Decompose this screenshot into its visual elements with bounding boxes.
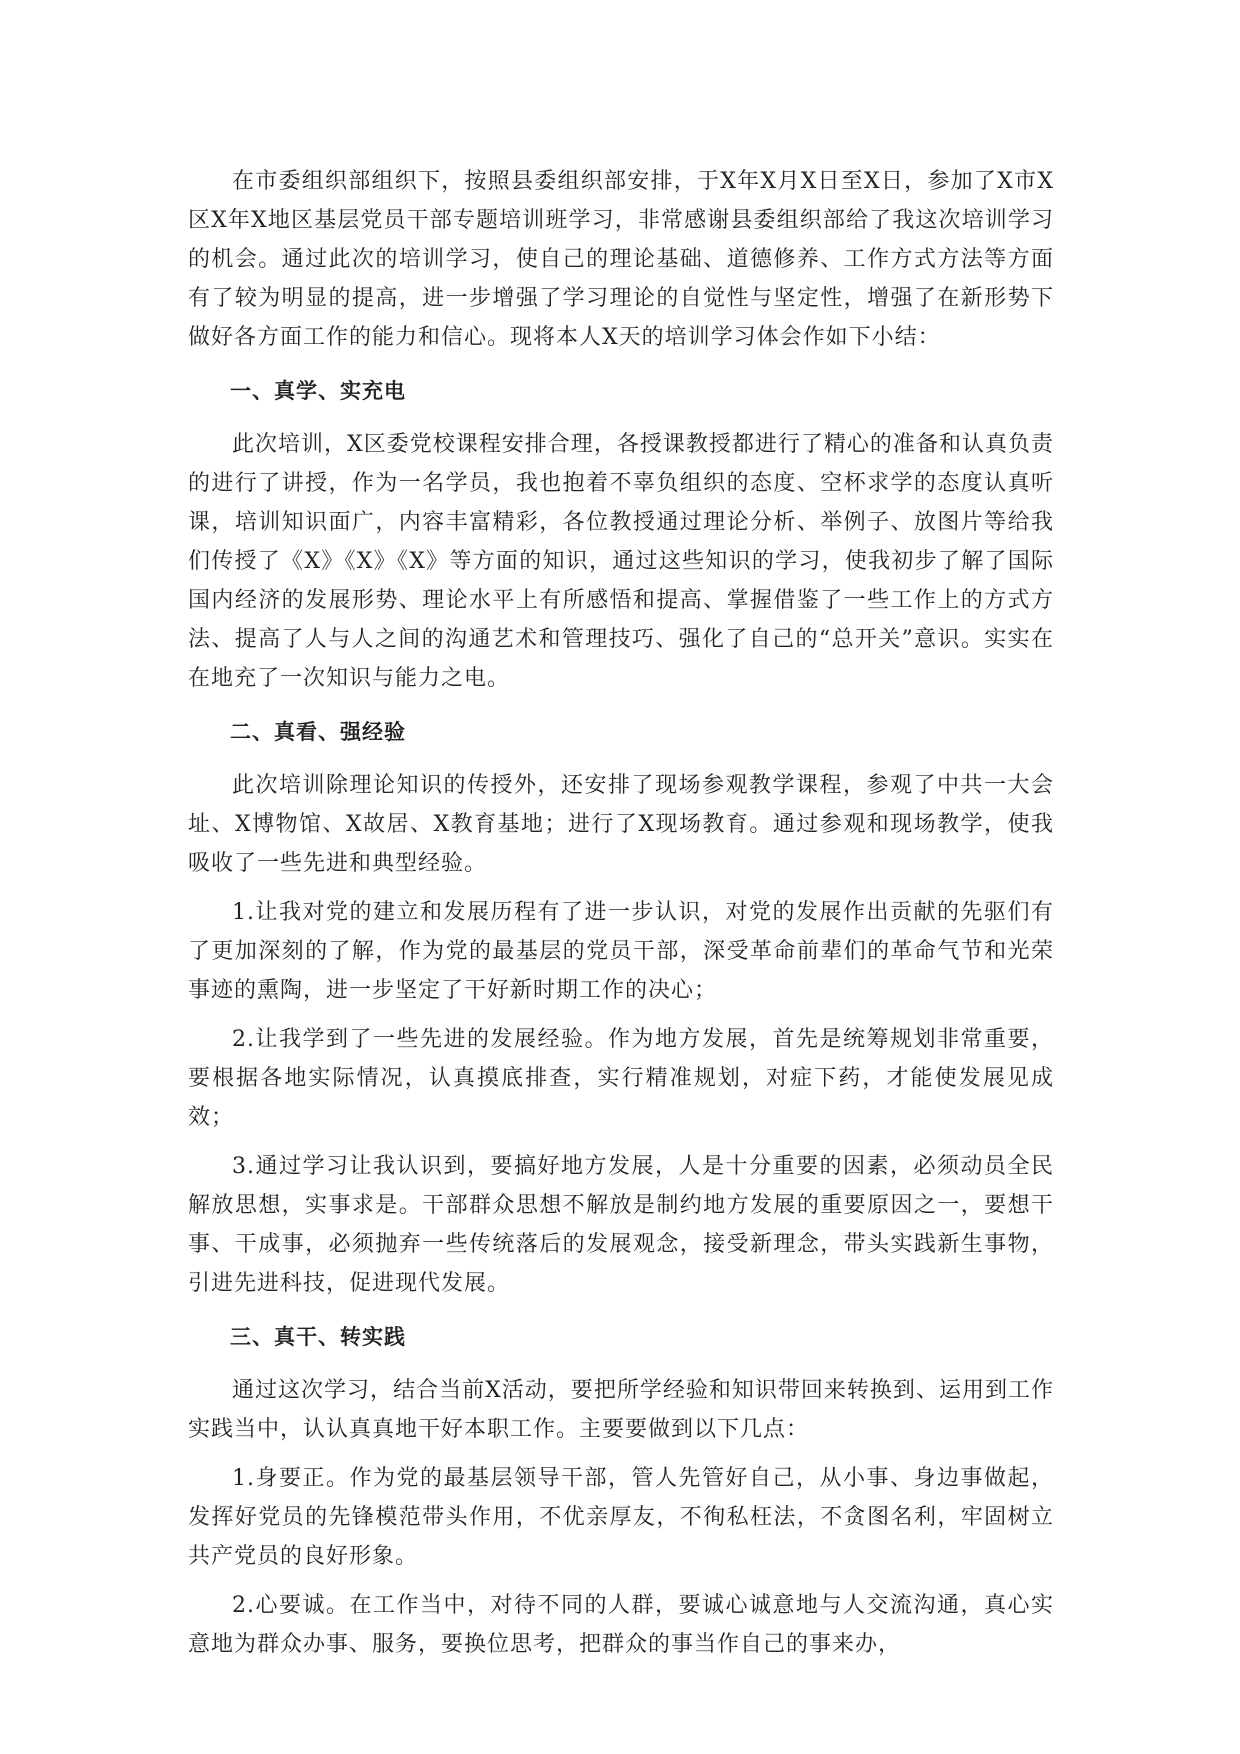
section-2-paragraph: 此次培训除理论知识的传授外，还安排了现场参观教学课程，参观了中共一大会址、X博物馆、X故居、X教育基地；进行了X现场教育。通过参观和现场教学，使我吸收了一些先进和典型经验。	[188, 773, 1054, 876]
section-3-item-2: 2.心要诚。在工作当中，对待不同的人群，要诚心诚意地与人交流沟通，真心实意地为群众办事、服务，要换位思考，把群众的事当作自己的事来办，	[188, 1593, 1054, 1657]
section-3-heading: 三、真干、转实践	[230, 1325, 406, 1349]
document-page	[188, 162, 1054, 1674]
section-2-item-3: 3.通过学习让我认识到，要搞好地方发展，人是十分重要的因素，必须动员全民解放思想，实事求是。干部群众思想不解放是制约地方发展的重要原因之一，要想干事、干成事，必须抛弃一些传统落后的发展观念，接受新理念，带头实践新生事物，引进先进科技，促进现代发展。	[188, 1154, 1054, 1296]
section-3-item-1: 1.身要正。作为党的最基层领导干部，管人先管好自己，从小事、身边事做起，发挥好党员的先锋模范带头作用，不优亲厚友，不徇私枉法，不贪图名利，牢固树立共产党员的良好形象。	[188, 1466, 1054, 1569]
section-2-item-1: 1.让我对党的建立和发展历程有了进一步认识，对党的发展作出贡献的先驱们有了更加深刻的了解，作为党的最基层的党员干部，深受革命前辈们的革命气节和光荣事迹的熏陶，进一步坚定了干好新时期工作的决心；	[188, 900, 1054, 1003]
section-1-paragraph: 此次培训，X区委党校课程安排合理，各授课教授都进行了精心的准备和认真负责的进行了讲授，作为一名学员，我也抱着不辜负组织的态度、空杯求学的态度认真听课，培训知识面广，内容丰富精彩，各位教授通过理论分析、举例子、放图片等给我们传授了《X》《X》《X》等方面的知识，通过这些知识的学习，使我初步了解了国际国内经济的发展形势、理论水平上有所感悟和提高、掌握借鉴了一些工作上的方式方法、提高了人与人之间的沟通艺术和管理技巧、强化了自己的“总开关”意识。实实在在地充了一次知识与能力之电。	[188, 432, 1054, 691]
section-2-heading: 二、真看、强经验	[230, 720, 406, 744]
section-1-heading: 一、真学、实充电	[230, 379, 406, 403]
section-2-item-2: 2.让我学到了一些先进的发展经验。作为地方发展，首先是统筹规划非常重要，要根据各地实际情况，认真摸底排查，实行精准规划，对症下药，才能使发展见成效；	[188, 1027, 1054, 1130]
intro-paragraph: 在市委组织部组织下，按照县委组织部安排，于X年X月X日至X日，参加了X市X区X年X地区基层党员干部专题培训班学习，非常感谢县委组织部给了我这次培训学习的机会。通过此次的培训学习，使自己的理论基础、道德修养、工作方式方法等方面有了较为明显的提高，进一步增强了学习理论的自觉性与坚定性，增强了在新形势下做好各方面工作的能力和信心。现将本人X天的培训学习体会作如下小结：	[188, 169, 1054, 350]
section-3-paragraph: 通过这次学习，结合当前X活动，要把所学经验和知识带回来转换到、运用到工作实践当中，认认真真地干好本职工作。主要要做到以下几点：	[188, 1378, 1054, 1442]
